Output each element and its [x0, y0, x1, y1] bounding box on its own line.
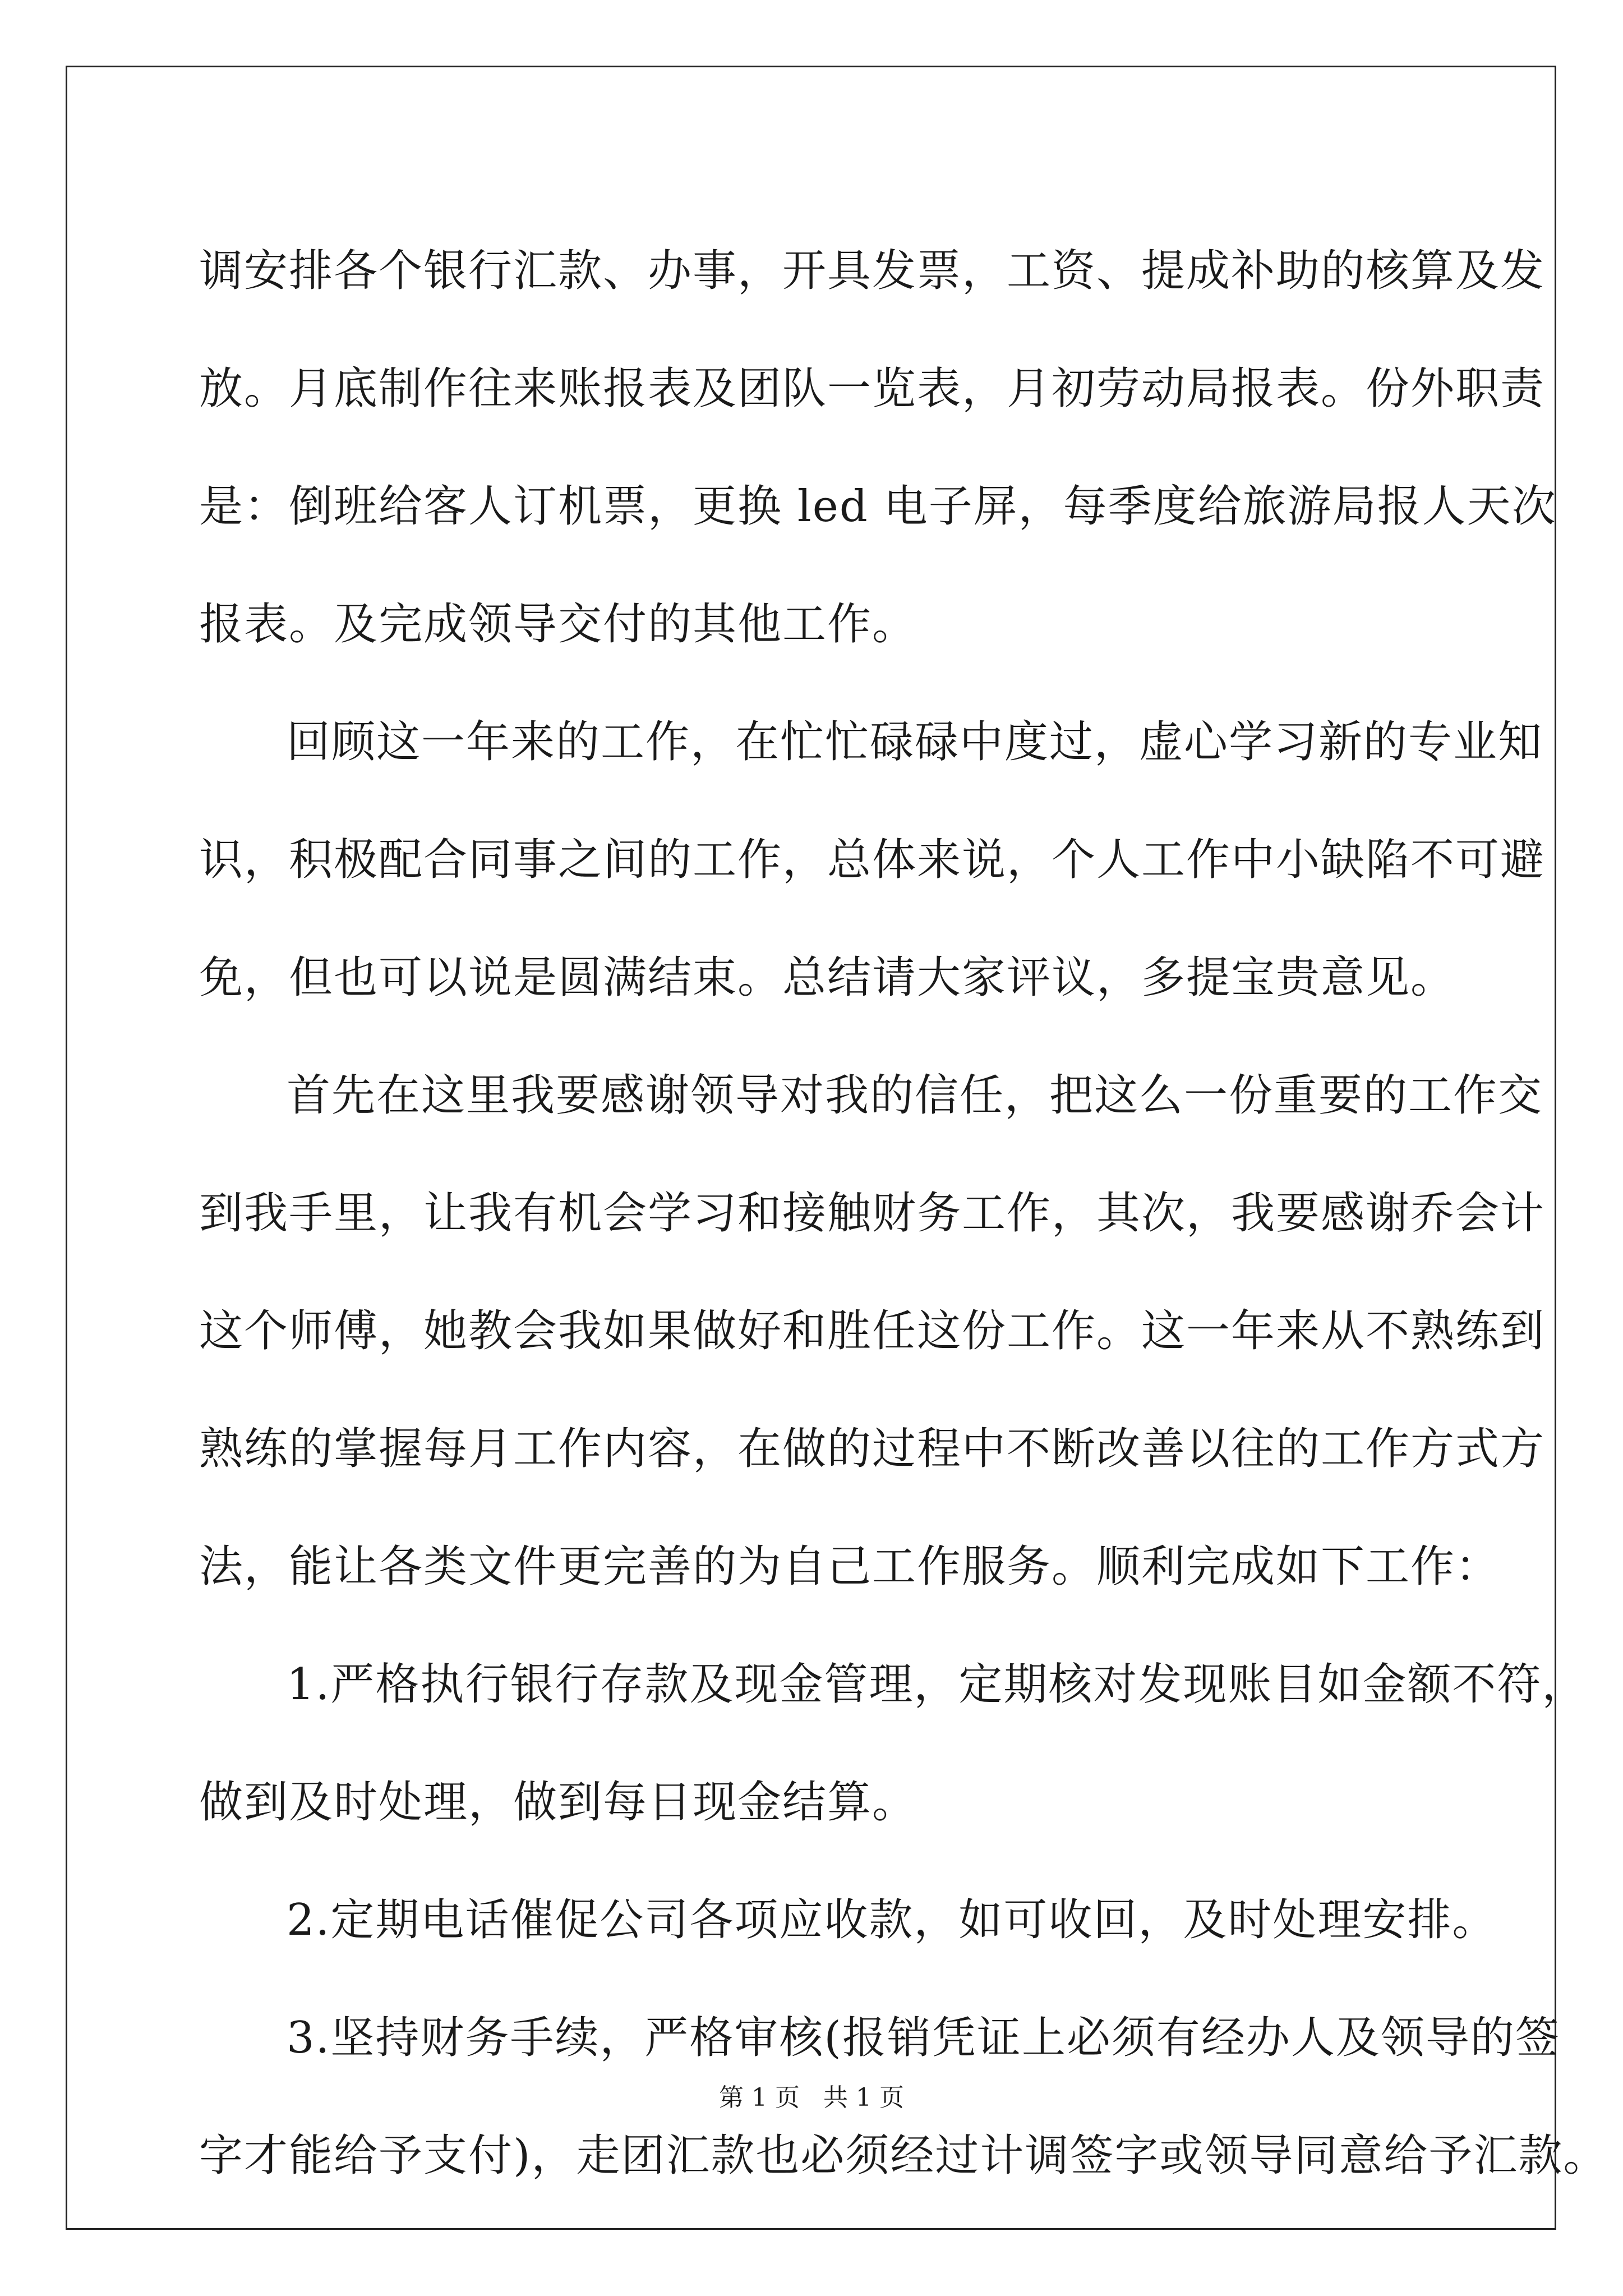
text-line: 调安排各个银行汇款、办事，开具发票，工资、提成补助的核算及发	[199, 246, 1546, 296]
text-line: 报表。及完成领导交付的其他工作。	[199, 599, 917, 650]
text-line: 字才能给予支付)，走团汇款也必须经过计调签字或领导同意给予汇款。	[199, 2131, 1608, 2181]
text-line: 是：倒班给客人订机票，更换 led 电子屏，每季度给旅游局报人天次	[199, 481, 1557, 532]
text-line: 1.严格执行银行存款及现金管理，定期核对发现账目如金额不符，	[287, 1659, 1587, 1710]
paragraph-review	[199, 683, 1546, 1037]
text-line: 到我手里，让我有机会学习和接触财务工作，其次，我要感谢乔会计	[199, 1188, 1546, 1239]
list-item-2	[199, 1861, 1497, 1979]
page-total: 共 1 页	[823, 2083, 904, 2112]
text-line: 做到及时处理，做到每日现金结算。	[199, 1777, 917, 1828]
text-line: 识，积极配合同事之间的工作，总体来说，个人工作中小缺陷不可避	[199, 835, 1546, 885]
paragraph-duties	[199, 212, 1557, 683]
text-line: 首先在这里我要感谢领导对我的信任，把这么一份重要的工作交	[287, 1070, 1543, 1121]
text-line: 这个师傅，她教会我如果做好和胜任这份工作。这一年来从不熟练到	[199, 1306, 1546, 1356]
text-line: 法，能让各类文件更完善的为自己工作服务。顺利完成如下工作：	[199, 1542, 1501, 1592]
text-line: 熟练的掌握每月工作内容，在做的过程中不断改善以往的工作方式方	[199, 1424, 1546, 1474]
paragraph-thanks	[199, 1037, 1546, 1626]
text-line: 回顾这一年来的工作，在忙忙碌碌中度过，虚心学习新的专业知	[287, 717, 1543, 767]
text-line: 放。月底制作往来账报表及团队一览表，月初劳动局报表。份外职责	[199, 364, 1546, 414]
text-line: 2.定期电话催促公司各项应收款，如可收回，及时处理安排。	[287, 1895, 1497, 1945]
page-number: 第 1 页	[719, 2083, 800, 2112]
page-footer	[0, 2081, 1623, 2115]
text-line: 3.坚持财务手续，严格审核(报销凭证上必须有经办人及领导的签	[287, 2013, 1560, 2063]
text-line: 免，但也可以说是圆满结束。总结请大家评议，多提宝贵意见。	[199, 953, 1456, 1003]
document-body	[199, 212, 1608, 2215]
list-item-1	[199, 1626, 1587, 1861]
